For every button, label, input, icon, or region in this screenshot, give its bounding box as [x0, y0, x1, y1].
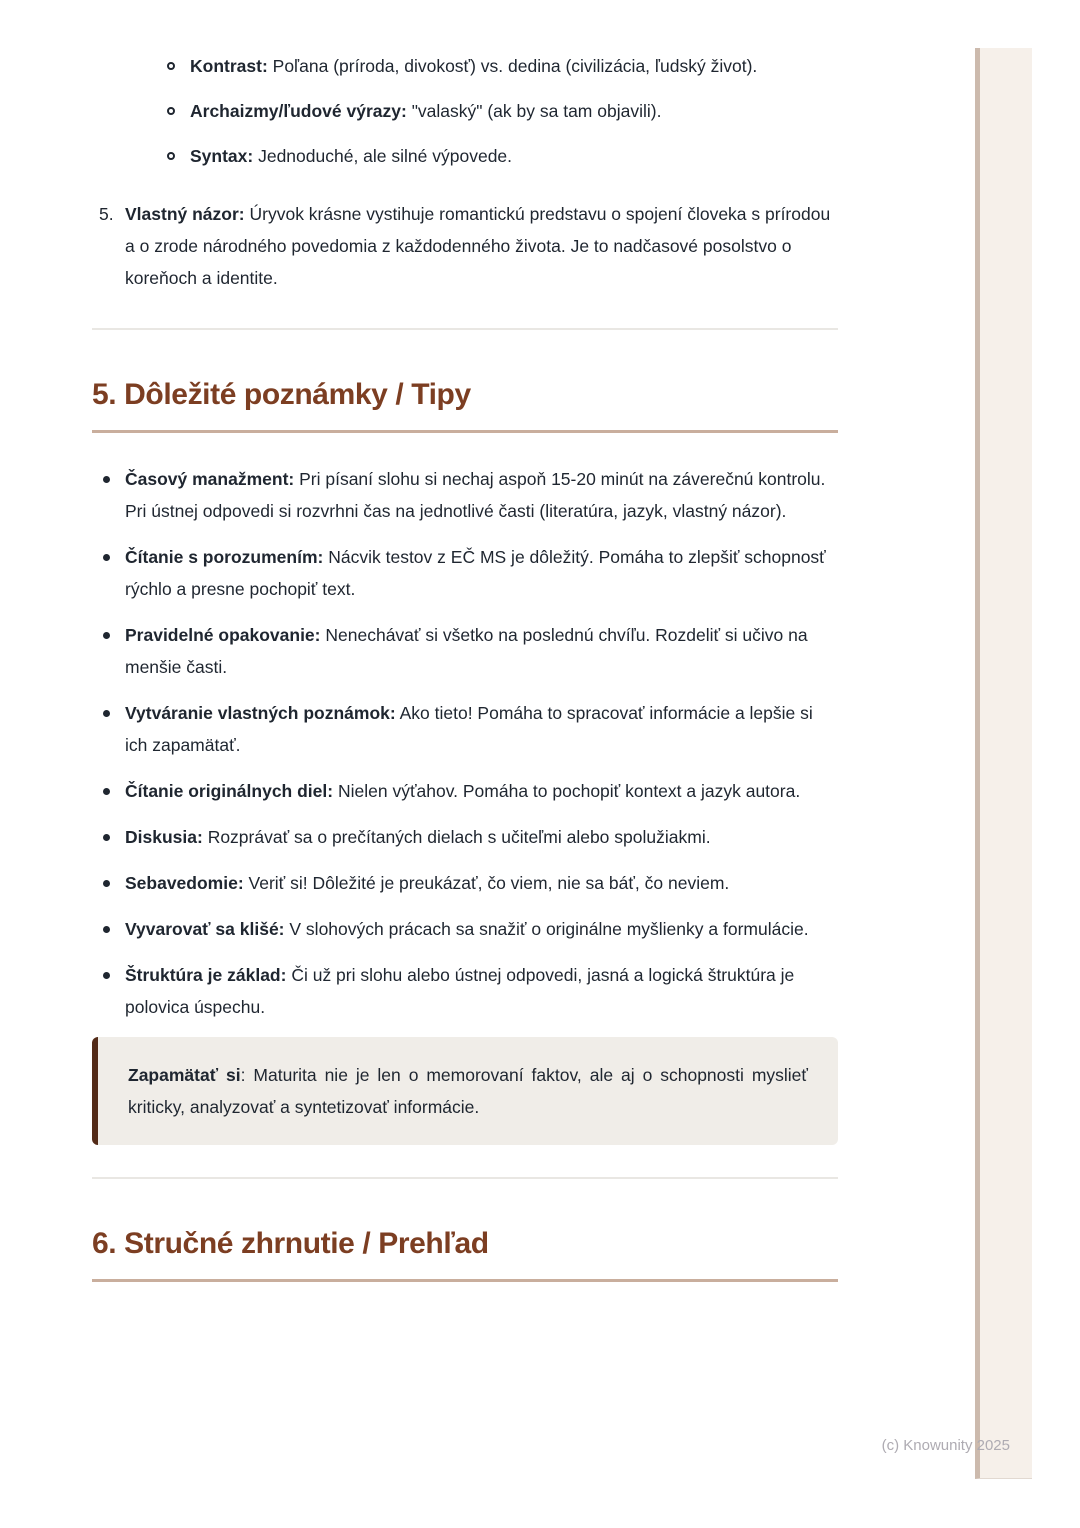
- item-label: Diskusia:: [125, 827, 203, 847]
- list-item: [92, 541, 838, 605]
- item-text: Či už pri slohu alebo ústnej odpovedi, jasná a logická štruktúra je polovica úspechu.: [125, 965, 795, 1017]
- disc-bullet-icon: [103, 880, 110, 887]
- item-text: V slohových prácach sa snažiť o originálne myšlienky a formulácie.: [289, 919, 809, 939]
- list-item: [92, 867, 838, 899]
- callout-separator: :: [240, 1065, 246, 1085]
- list-item: [92, 140, 838, 172]
- item-label: Čítanie originálnych diel:: [125, 781, 334, 801]
- item-label: Štruktúra je základ:: [125, 965, 287, 985]
- item-label: Pravidelné opakovanie:: [125, 625, 321, 645]
- list-item: [92, 50, 838, 82]
- list-item: [92, 619, 838, 683]
- list-item: [92, 775, 838, 807]
- numbered-list-item: [92, 198, 838, 294]
- item-text: Nielen výťahov. Pomáha to pochopiť kontext a jazyk autora.: [337, 781, 801, 801]
- next-page-edge: [975, 48, 1032, 1479]
- item-text: Jednoduché, ale silné výpovede.: [258, 146, 513, 166]
- tips-list: [92, 463, 838, 1023]
- list-item: [92, 95, 838, 127]
- section-5-heading: 5. Dôležité poznámky / Tipy: [92, 376, 838, 433]
- list-item: [92, 821, 838, 853]
- copyright-text: (c) Knowunity 2025: [881, 1437, 1010, 1454]
- disc-bullet-icon: [103, 972, 110, 979]
- list-item: [92, 959, 838, 1023]
- item-text: Rozprávať sa o prečítaných dielach s učiteľmi alebo spolužiakmi.: [207, 827, 711, 847]
- section-divider: [92, 328, 838, 330]
- item-text: "valaský" (ak by sa tam objavili).: [411, 101, 662, 121]
- section-6-heading: 6. Stručné zhrnutie / Prehľad: [92, 1225, 838, 1282]
- disc-bullet-icon: [103, 554, 110, 561]
- item-label: Vyvarovať sa klišé:: [125, 919, 285, 939]
- item-label: Čítanie s porozumením:: [125, 547, 324, 567]
- item-label: Časový manažment:: [125, 469, 295, 489]
- circle-bullet-icon: [167, 152, 175, 160]
- sub-bullet-list: [92, 50, 838, 172]
- item-text: Nenechávať si všetko na poslednú chvíľu. Rozdeliť si učivo na menšie časti.: [125, 625, 808, 677]
- item-text: Pri písaní slohu si nechaj aspoň 15-20 minút na záverečnú kontrolu. Pri ústnej odpovedi si rozvrhni čas na jednotlivé časti (literatúra, jazyk, vlastný názor).: [125, 469, 826, 521]
- item-text: Ako tieto! Pomáha to spracovať informácie a lepšie si ich zapamätať.: [125, 703, 813, 755]
- item-label: Sebavedomie:: [125, 873, 244, 893]
- callout-note: [92, 1037, 838, 1145]
- circle-bullet-icon: [167, 62, 175, 70]
- list-item: [92, 463, 838, 527]
- item-label: Vlastný názor:: [125, 204, 245, 224]
- section-divider: [92, 1177, 838, 1179]
- list-item: [92, 913, 838, 945]
- disc-bullet-icon: [103, 834, 110, 841]
- callout-text: Maturita nie je len o memorovaní faktov, ale aj o schopnosti myslieť kriticky, analyzovať a syntetizovať informácie.: [128, 1065, 808, 1117]
- document-content: [92, 0, 838, 1282]
- circle-bullet-icon: [167, 107, 175, 115]
- item-label: Syntax:: [190, 146, 254, 166]
- list-number: 5.: [99, 204, 114, 224]
- item-text: Úryvok krásne vystihuje romantickú predstavu o spojení človeka s prírodou a o zrode národného povedomia z každodenného života. Je to nadčasové posolstvo o koreňoch a identite.: [125, 204, 831, 288]
- disc-bullet-icon: [103, 926, 110, 933]
- item-label: Vytváranie vlastných poznámok:: [125, 703, 396, 723]
- disc-bullet-icon: [103, 788, 110, 795]
- disc-bullet-icon: [103, 710, 110, 717]
- item-label: Kontrast:: [190, 56, 268, 76]
- item-text: Nácvik testov z EČ MS je dôležitý. Pomáha to zlepšiť schopnosť rýchlo a presne pochopiť text.: [125, 547, 826, 599]
- item-text: Veriť si! Dôležité je preukázať, čo viem, nie sa báť, čo neviem.: [248, 873, 730, 893]
- callout-label: Zapamätať si: [128, 1065, 241, 1085]
- disc-bullet-icon: [103, 476, 110, 483]
- item-label: Archaizmy/ľudové výrazy:: [190, 101, 407, 121]
- list-item: [92, 697, 838, 761]
- item-text: Poľana (príroda, divokosť) vs. dedina (civilizácia, ľudský život).: [272, 56, 758, 76]
- disc-bullet-icon: [103, 632, 110, 639]
